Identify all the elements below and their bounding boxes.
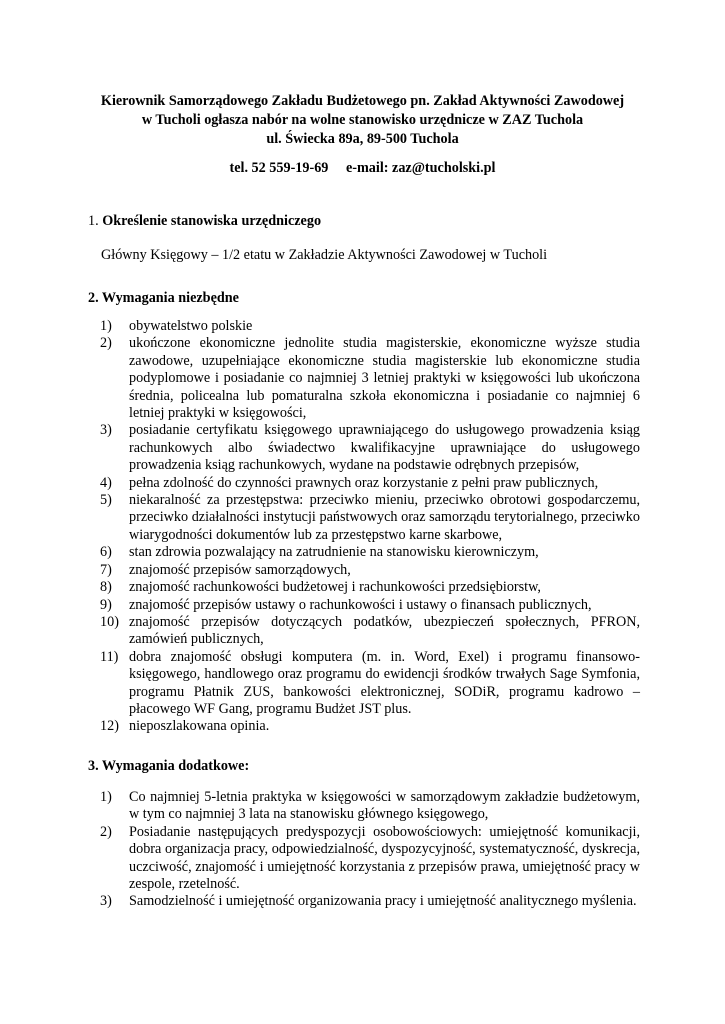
required-qualifications-list: [100, 318, 640, 736]
list-item-marker: 8): [100, 579, 112, 596]
position-description: Główny Księgowy – 1/2 etatu w Zakładzie Aktywności Zawodowej w Tucholi: [101, 247, 548, 263]
list-item-marker: 2): [100, 335, 112, 352]
header-email: e-mail: zaz@tucholski.pl: [345, 160, 496, 176]
list-item-text: Posiadanie następujących predyspozycji osobowościowych: umiejętność komunikacji, dobra organizacja pracy, odpowiedzialność, dyspozycyjność, systematyczność, dyskrecja, uczciwość, znajomość i umiejętność korzystania z przepisów prawa, umiejętność pracy w zespole, rzetelność.: [129, 823, 640, 893]
list-item: [100, 824, 640, 894]
list-item-marker: 2): [100, 823, 112, 840]
section-1-number: 1.: [88, 213, 99, 229]
header-line-2: w Tucholi ogłasza nabór na wolne stanowisko urzędnicze w ZAZ Tuchola: [141, 112, 584, 128]
list-item-text: znajomość przepisów ustawy o rachunkowości i ustawy o finansach publicznych,: [129, 596, 592, 613]
section-2-heading: [88, 289, 648, 307]
header-address: ul. Świecka 89a, 89-500 Tuchola: [266, 131, 459, 147]
list-item-marker: 7): [100, 561, 112, 578]
list-item-text: pełna zdolność do czynności prawnych oraz korzystanie z pełni praw publicznych,: [129, 474, 599, 491]
list-item-text: nieposzlakowana opinia.: [129, 718, 270, 735]
list-item-text: posiadanie certyfikatu księgowego uprawniającego do usługowego prowadzenia ksiąg rachunkowych albo świadectwo kwalifikacyjne uprawniające do usługowego prowadzenia ksiąg rachunkowych, wydane na podstawie odrębnych przepisów,: [129, 422, 640, 474]
list-item: [100, 893, 640, 910]
list-item-marker: 1): [100, 318, 112, 334]
list-item-text: stan zdrowia pozwalający na zatrudnienie na stanowisku kierowniczym,: [129, 544, 539, 561]
list-item: [100, 649, 640, 719]
list-item-marker: 12): [100, 718, 119, 735]
list-item: [100, 789, 640, 824]
header-phone: tel. 52 559-19-69: [229, 160, 329, 176]
header-contact: [60, 159, 665, 178]
list-item-marker: 11): [100, 648, 119, 665]
list-item: [100, 614, 640, 649]
list-item: [100, 335, 640, 422]
list-item-text: znajomość rachunkowości budżetowej i rachunkowości przedsiębiorstw,: [129, 579, 541, 596]
announcement-header: [60, 92, 665, 178]
header-line-1: Kierownik Samorządowego Zakładu Budżetowego pn. Zakład Aktywności Zawodowej: [100, 93, 625, 109]
list-item-text: znajomość przepisów dotyczących podatków, ubezpieczeń społecznych, PFRON, zamówień publicznych,: [129, 613, 640, 648]
list-item-text: znajomość przepisów samorządowych,: [129, 561, 351, 578]
list-item: [100, 718, 640, 735]
list-item: [100, 422, 640, 474]
list-item-marker: 4): [100, 474, 112, 491]
section-3-heading: [88, 757, 648, 775]
list-item-marker: 1): [100, 789, 112, 805]
list-item-marker: 6): [100, 544, 112, 561]
list-item-marker: 3): [100, 893, 112, 910]
list-item: [100, 562, 640, 579]
list-item-text: dobra znajomość obsługi komputera (m. in. Word, Exel) i programu finansowo-księgowego, handlowego oraz programu do ewidencji środków trwałych Sage Symfonia, programu Płatnik ZUS, bankowości elektronicznej, SODiR, programu kadrowo – płacowego WF Gang, programu Budżet JST plus.: [129, 648, 640, 717]
list-item: [100, 492, 640, 544]
list-item-marker: 5): [100, 492, 112, 509]
list-item-marker: 10): [100, 613, 119, 630]
list-item-text: Co najmniej 5-letnia praktyka w księgowości w samorządowym zakładzie budżetowym, w tym co najmniej 3 lata na stanowisku głównego księgowego,: [129, 789, 640, 823]
list-item: [100, 597, 640, 614]
list-item-text: niekaralność za przestępstwa: przeciwko mieniu, przeciwko obrotowi gospodarczemu, przeciwko działalności instytucji państwowych oraz samorządu terytorialnego, przeciwko wiarygodności dokumentów lub za przestępstwo karne skarbowe,: [129, 492, 640, 543]
additional-qualifications-list: [100, 789, 640, 911]
section-2-title: 2. Wymagania niezbędne: [88, 290, 239, 306]
list-item: [100, 579, 640, 596]
section-1-heading: [88, 212, 648, 230]
section-1-title: Określenie stanowiska urzędniczego: [102, 213, 322, 229]
list-item: [100, 544, 640, 561]
list-item: [100, 318, 640, 335]
list-item-marker: 3): [100, 422, 112, 439]
list-item-marker: 9): [100, 596, 112, 613]
list-item: [100, 475, 640, 492]
list-item-text: ukończone ekonomiczne jednolite studia magisterskie, ekonomiczne wyższe studia zawodowe, uzupełniające ekonomiczne studia magisterskie lub ekonomiczne studia podyplomowe i posiadanie co najmniej 3 letniej praktyki w księgowości lub ukończona średnia, policealna lub pomaturalna szkoła ekonomiczna i posiadanie co najmniej 6 letniej praktyki w księgowości,: [129, 335, 640, 422]
list-item-text: Samodzielność i umiejętność organizowania pracy i umiejętność analitycznego myślenia.: [129, 893, 637, 910]
list-item-text: obywatelstwo polskie: [129, 318, 253, 334]
section-3-title: 3. Wymagania dodatkowe:: [88, 758, 250, 774]
